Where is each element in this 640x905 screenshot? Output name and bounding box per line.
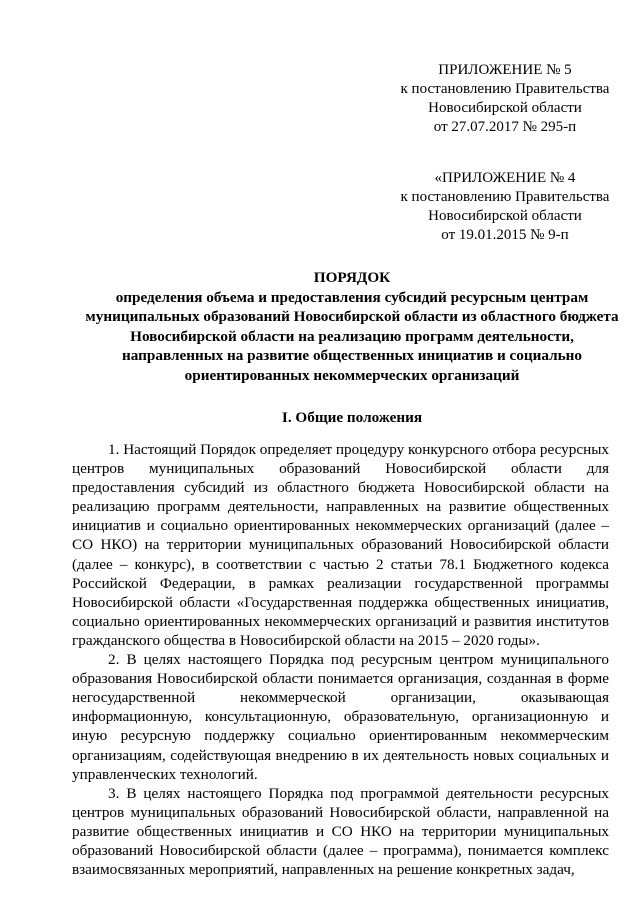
attachment-resolution-label: к постановлению Правительства xyxy=(400,189,610,205)
attachment-header-current xyxy=(385,61,625,137)
section-heading: I. Общие положения xyxy=(281,409,423,426)
title-line: Новосибирской области на реализацию программ деятельности, xyxy=(130,327,574,345)
document-title xyxy=(72,268,632,385)
paragraph: 3. В целях настоящего Порядка под программой деятельности ресурсных центров муниципальных образований Новосибирской области, направленной на развитие общественных инициатив и СО НКО на территории муниципальных образований Новосибирской области (далее – программа), понимается комплекс взаимосвязанных мероприятий, направленных на решение конкретных задач, xyxy=(72,784,609,879)
attachment-header-previous xyxy=(385,169,625,245)
title-line: направленных на развитие общественных инициатив и социально xyxy=(122,347,582,364)
title-line: ориентированных некоммерческих организаций xyxy=(184,366,520,384)
attachment-number: ПРИЛОЖЕНИЕ № 5 xyxy=(438,62,572,78)
document-body xyxy=(72,440,609,879)
attachment-date-number: от 19.01.2015 № 9-п xyxy=(441,227,569,243)
attachment-region: Новосибирской области xyxy=(428,100,582,116)
title-line: определения объема и предоставления субсидий ресурсным центрам xyxy=(115,288,589,306)
attachment-number: «ПРИЛОЖЕНИЕ № 4 xyxy=(434,170,576,186)
attachment-resolution-label: к постановлению Правительства xyxy=(400,81,610,97)
paragraph: 2. В целях настоящего Порядка под ресурсным центром муниципального образования Новосибирской области понимается организация, созданная в форме негосударственной некоммерческой организации, оказывающая информационную, консультационную, образовательную, организационную и иную ресурсную поддержку социально ориентированным некоммерческим организациям, содействующая внедрению в их деятельность новых социальных и управленческих технологий. xyxy=(72,651,609,783)
title-heading: ПОРЯДОК xyxy=(313,269,391,286)
attachment-date-number: от 27.07.2017 № 295-п xyxy=(433,119,577,135)
attachment-region: Новосибирской области xyxy=(428,208,582,224)
paragraph: 1. Настоящий Порядок определяет процедуру конкурсного отбора ресурсных центров муниципальных образований Новосибирской области для предоставления субсидий из областного бюджета Новосибирской области на реализацию программ деятельности, направленных на развитие общественных инициатив и социально ориентированных некоммерческих организаций (далее – СО НКО) на территории муниципальных образований Новосибирской области (далее – конкурс), в соответствии с частью 2 статьи 78.1 Бюджетного кодекса Российской Федерации, в рамках реализации государственной программы Новосибирской области «Государственная поддержка общественных инициатив, социально ориентированных некоммерческих организаций и развития институтов гражданского общества в Новосибирской области на 2015 – 2020 годы». xyxy=(72,441,609,649)
title-line: муниципальных образований Новосибирской области из областного бюджета xyxy=(85,308,619,325)
